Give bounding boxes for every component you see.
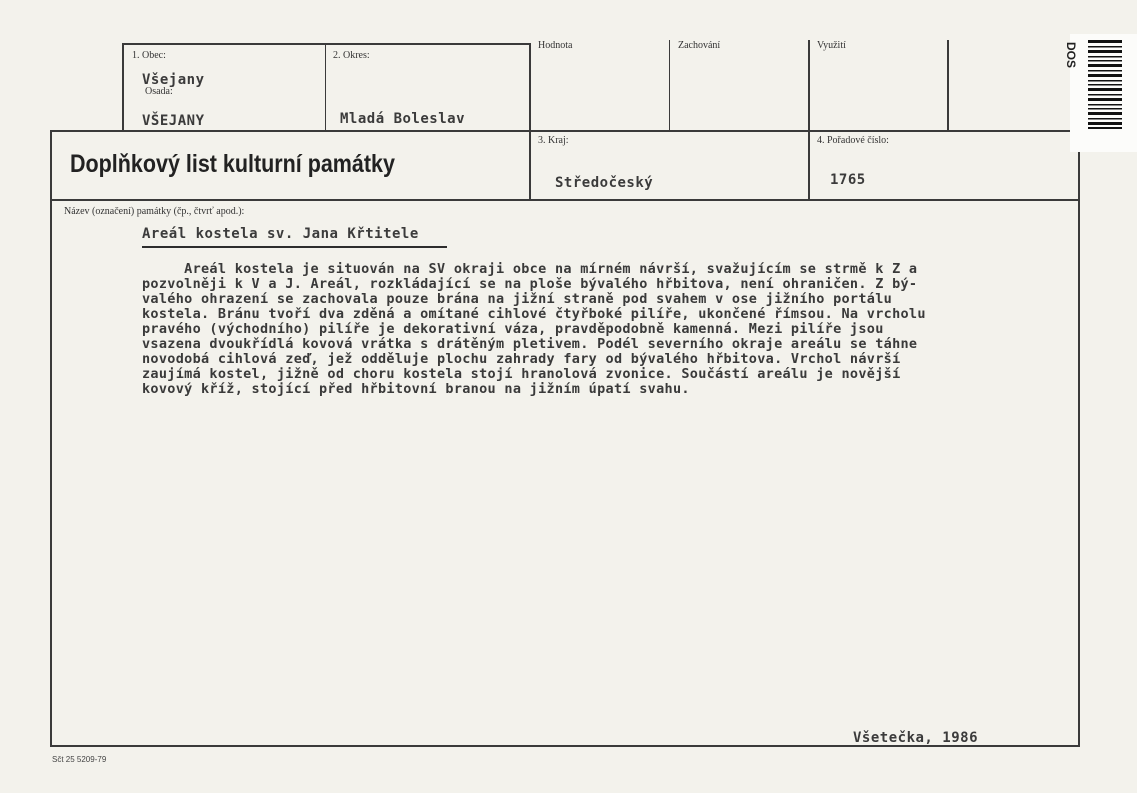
obec-value: Všejany (142, 72, 205, 88)
barcode-label: DOS (1064, 42, 1078, 69)
nazev-underline (142, 246, 447, 248)
zachovani-label: Zachování (678, 40, 721, 51)
author-signature: Všetečka, 1986 (853, 730, 979, 746)
main-right-line (1078, 130, 1080, 747)
okres-label: 2. Okres: (333, 50, 370, 61)
header-divider-5 (947, 40, 949, 131)
description-line: zaujímá kostel, jižně od choru kostela stojí hranolová zvonice. Součástí areálu je novější (142, 366, 901, 382)
description-line: kostela. Bránu tvoří dva zděná a omítané cihlové čtyřboké pilíře, ukončené římsou. Na vrcholu (142, 306, 926, 322)
description-text (142, 262, 1062, 397)
description-line: pravého (východního) pilíře je dekorativní váza, pravděpodobně kamenná. Mezi pilíře jsou (142, 321, 884, 337)
description-line: Areál kostela je situován na SV okraji obce na mírném návrší, svažujícím se strmě k Z a (142, 261, 918, 277)
header-divider-4 (808, 40, 810, 200)
barcode-icon (1088, 40, 1122, 130)
header-divider-2 (529, 43, 531, 201)
header-top-line (122, 43, 530, 45)
poradove-cislo-value: 1765 (830, 172, 866, 188)
description-line: kovový kříž, stojící před hřbitovní branou na jižním úpatí svahu. (142, 381, 690, 397)
poradove-cislo-label: 4. Pořadové číslo: (817, 135, 889, 146)
header-divider-3 (669, 40, 670, 131)
header-divider-1 (325, 43, 326, 131)
header-left-line (122, 43, 124, 131)
osada-value: VŠEJANY (142, 113, 205, 129)
obec-label: 1. Obec: (132, 50, 166, 61)
description-line: pozvolněji k V a J. Areál, rozkládající se na ploše bývalého hřbitova, není ohraničen. Z bý- (142, 276, 918, 292)
okres-value: Mladá Boleslav (340, 111, 466, 127)
kraj-value: Středočeský (555, 175, 654, 191)
hodnota-label: Hodnota (538, 40, 573, 51)
title-bottom-line (50, 199, 1080, 201)
form-title: Doplňkový list kulturní památky (70, 150, 395, 178)
nazev-value: Areál kostela sv. Jana Křtitele (142, 226, 419, 242)
kraj-label: 3. Kraj: (538, 135, 569, 146)
footer-print-code: Sčt 25 5209-79 (52, 755, 107, 764)
description-line: vsazena dvoukřídlá kovová vrátka s drátěným pletivem. Podél severního okraje areálu se táhne (142, 336, 918, 352)
nazev-label: Název (označení) památky (čp., čtvrť apod.): (64, 206, 245, 217)
vyuziti-label: Využití (817, 40, 846, 51)
osada-label: Osada: (145, 86, 173, 97)
main-top-line (50, 130, 1080, 132)
description-line: valého ohrazení se zachovala pouze brána na jižní straně pod svahem v ose jižního portálu (142, 291, 893, 307)
description-line: novodobá cihlová zeď, jež odděluje plochu zahrady fary od bývalého hřbitova. Vrchol návrší (142, 351, 901, 367)
main-left-line (50, 130, 52, 747)
